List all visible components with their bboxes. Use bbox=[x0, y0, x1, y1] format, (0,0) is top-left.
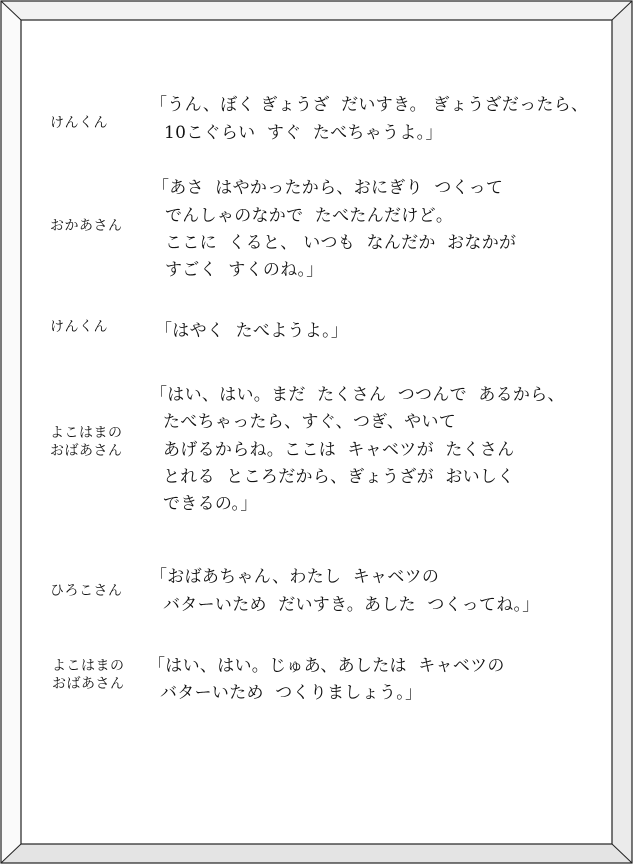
dialogue-line: できるの。」 bbox=[163, 494, 258, 514]
frame-bevel-right bbox=[612, 1, 632, 863]
dialogue-line: 「はい、はい。じゅあ、あしたは キャベツの bbox=[148, 656, 505, 676]
dialogue-line: たべちゃったら、すぐ、つぎ、やいて bbox=[163, 412, 457, 432]
speaker-name: おばあさん bbox=[50, 443, 123, 459]
dialogue-line: 10こぐらい すぐ たべちゃうよ。」 bbox=[164, 123, 443, 143]
frame-bevel-bottom bbox=[1, 844, 632, 863]
dialogue-line: 「あさ はやかったから、おにぎり つくって bbox=[152, 178, 504, 198]
speaker-name: けんくん bbox=[50, 115, 108, 131]
dialogue-line: バターいため つくりましょう。」 bbox=[160, 683, 423, 703]
dialogue-line: 「うん、ぼく ぎょうざ だいすき。 ぎょうざだったら、 bbox=[150, 95, 589, 115]
speaker-name: けんくん bbox=[50, 319, 108, 335]
dialogue-line: あげるからね。ここは キャベツが たくさん bbox=[163, 440, 515, 460]
dialogue-line: 「はい、はい。まだ たくさん つつんで あるから、 bbox=[150, 385, 565, 405]
speaker-name: おばあさん bbox=[52, 676, 125, 692]
frame-bevel-left bbox=[1, 1, 21, 863]
dialogue-line: でんしゃのなかで たべたんだけど。 bbox=[165, 206, 454, 226]
speaker-name: ひろこさん bbox=[50, 583, 123, 599]
speaker-name: よこはまの bbox=[52, 658, 125, 674]
dialogue-line: 「おばあちゃん、わたし キャベツの bbox=[150, 567, 440, 587]
frame-bevel-top bbox=[1, 1, 632, 20]
dialogue-line: バターいため だいすき。あした つくってね。」 bbox=[163, 595, 540, 615]
dialogue-line: すごく すくのね。」 bbox=[165, 260, 324, 280]
speaker-name: おかあさん bbox=[50, 218, 123, 234]
dialogue-line: ここに くると、 いつも なんだか おなかが bbox=[165, 233, 517, 253]
speaker-name: よこはまの bbox=[50, 425, 123, 441]
dialogue-line: とれる ところだから、ぎょうざが おいしく bbox=[163, 467, 515, 487]
dialogue-line: 「はやく たべようよ。」 bbox=[155, 321, 349, 341]
